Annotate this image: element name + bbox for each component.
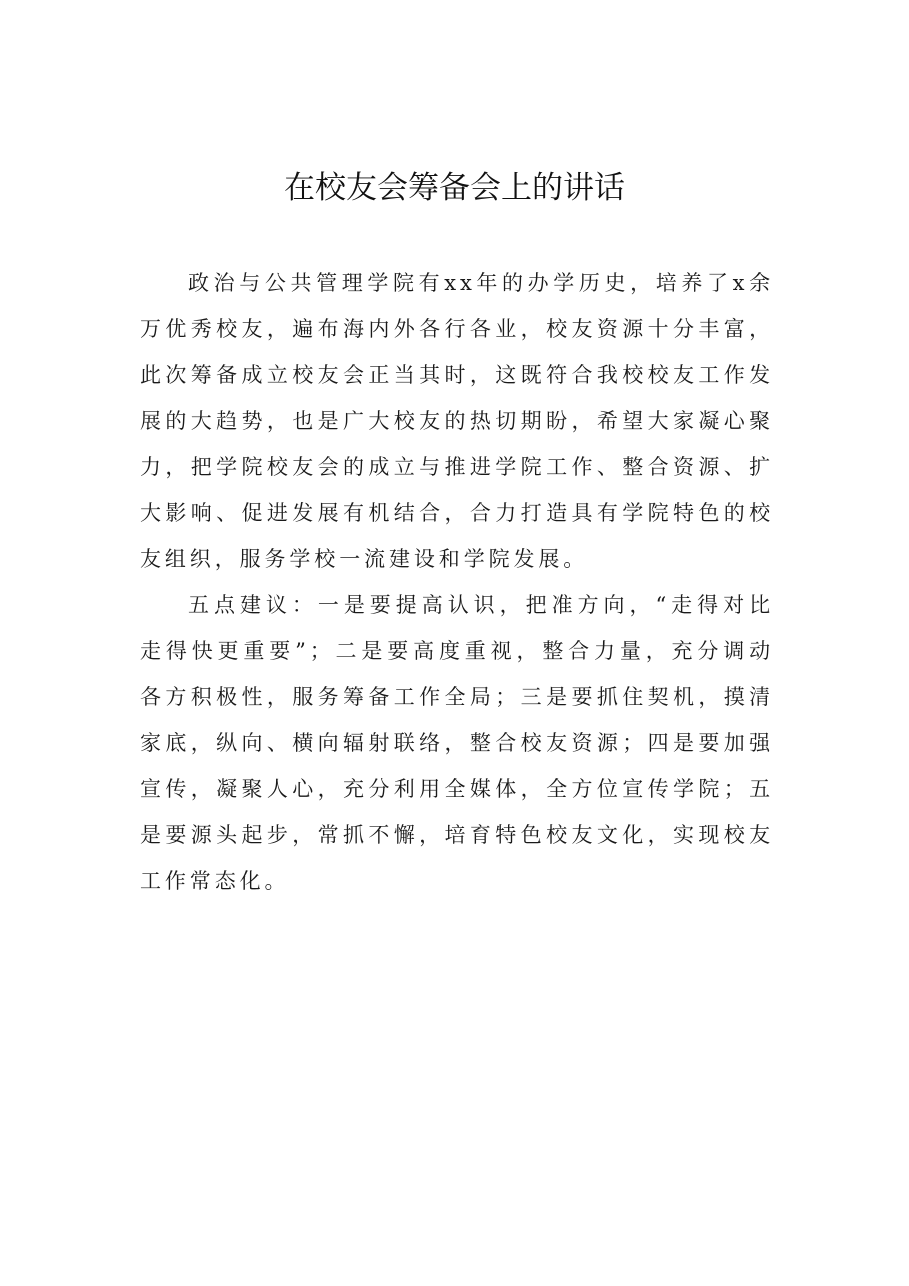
document-body [140,260,774,904]
paragraph-suggestions: 五点建议：一是要提高认识，把准方向，“走得对比走得快更重要”；二是要高度重视，整合力量，充分调动各方积极性，服务筹备工作全局；三是要抓住契机，摸清家底，纵向、横向辐射联络，整合校友资源；四是要加强宣传，凝聚人心，充分利用全媒体，全方位宣传学院；五是要源头起步，常抓不懈，培育特色校友文化，实现校友工作常态化。 [140,593,774,893]
paragraph-history: 政治与公共管理学院有xx年的办学历史，培养了x余万优秀校友，遍布海内外各行各业，校友资源十分丰富，此次筹备成立校友会正当其时，这既符合我校校友工作发展的大趋势，也是广大校友的热切期盼，希望大家凝心聚力，把学院校友会的成立与推进学院工作、整合资源、扩大影响、促进发展有机结合，合力打造具有学院特色的校友组织，服务学校一流建设和学院发展。 [140,271,774,571]
document-title: 在校友会筹备会上的讲话 [284,170,625,206]
